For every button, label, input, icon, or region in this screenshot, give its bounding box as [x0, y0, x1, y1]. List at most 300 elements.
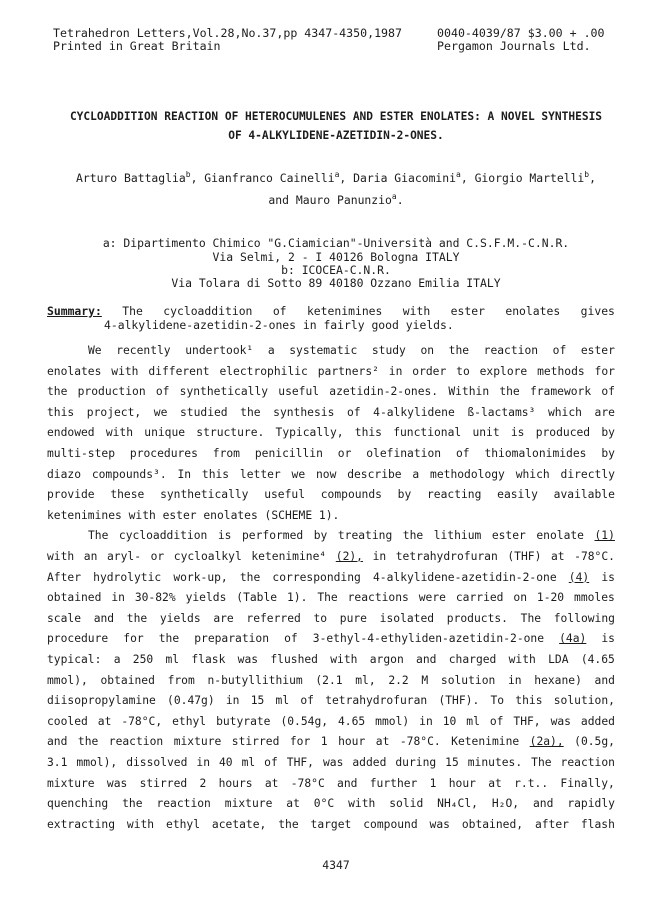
body-word: -78°C,	[121, 714, 163, 728]
body-word: stirred	[139, 776, 188, 790]
body-word: -78°C.	[399, 735, 441, 749]
body-word: scale	[47, 611, 82, 625]
body-word: 15	[250, 694, 265, 708]
body-word: in	[507, 673, 522, 687]
body-word: and	[416, 653, 437, 666]
body-word: pure	[339, 611, 367, 625]
body-word: which	[515, 467, 550, 481]
body-word: ml	[466, 714, 480, 728]
body-word: enolates	[203, 508, 258, 522]
body-line	[47, 426, 615, 439]
body-word: we	[153, 405, 168, 419]
body-word: reactions	[347, 591, 409, 605]
body-word: 0°C	[313, 797, 335, 811]
body-word: for	[123, 632, 144, 646]
body-word: the	[122, 797, 143, 811]
body-word: was	[550, 714, 571, 728]
journal-citation	[53, 27, 402, 53]
body-word: of	[552, 344, 567, 357]
body-word: NH₄Cl,	[437, 797, 478, 811]
body-word: are	[594, 405, 615, 419]
body-word: extracting	[47, 817, 116, 831]
body-word: -78°C.	[574, 550, 615, 563]
body-word: 10	[442, 714, 457, 728]
body-word: H₂O,	[491, 797, 520, 811]
body-word: is	[601, 632, 615, 646]
body-word: directly	[560, 467, 615, 481]
author-list-line-2: and Mauro Panunzio$^a$.	[268, 192, 404, 207]
body-word: (1)	[594, 529, 615, 543]
body-word: 2	[199, 776, 207, 790]
body-word: recently	[116, 344, 171, 357]
body-word: the	[499, 385, 520, 399]
body-line	[47, 797, 615, 810]
body-line	[47, 632, 615, 645]
body-line	[47, 756, 615, 769]
body-word: project,	[86, 405, 142, 419]
body-word: reaction	[483, 344, 539, 357]
body-word: lithium	[433, 529, 482, 543]
body-word: by	[601, 447, 615, 460]
body-line	[47, 365, 615, 378]
summary-label: Summary:	[47, 304, 102, 318]
body-word: multi-step	[47, 447, 116, 460]
body-word: mixture	[224, 797, 273, 811]
body-word: at	[286, 797, 300, 811]
author-name: Gianfranco Cainelli	[204, 171, 335, 185]
summary-word: The	[122, 304, 143, 318]
body-word: which	[547, 405, 582, 419]
body-word: -78°C	[290, 776, 325, 790]
summary-word: ester	[450, 304, 485, 318]
body-word: 4-alkylidene	[373, 405, 455, 419]
body-word: (THF).	[438, 694, 480, 708]
body-word: procedure	[47, 632, 109, 646]
body-word: unit	[472, 426, 500, 440]
body-word: and	[93, 611, 115, 625]
body-line	[47, 653, 615, 666]
page-number: 4347	[322, 858, 350, 872]
body-word: quenching	[47, 797, 109, 811]
summary-word: cycloaddition	[163, 304, 253, 318]
body-line	[47, 468, 615, 481]
body-word: functional	[393, 426, 462, 440]
body-word: ml	[165, 653, 180, 666]
summary-word: with	[402, 304, 431, 318]
affiliation-a-line-2: Via Selmi, 2 - I 40126 Bologna ITALY	[212, 250, 460, 264]
body-word: and	[594, 673, 615, 687]
body-word: we	[291, 467, 306, 481]
body-word: mmol),	[76, 756, 118, 769]
body-word: 250	[132, 653, 154, 666]
body-word: now	[315, 467, 337, 481]
body-word: to	[456, 364, 470, 378]
body-word: hydrolytic	[93, 570, 162, 584]
body-word: reaction	[156, 797, 211, 811]
body-line	[47, 694, 615, 707]
body-line	[47, 571, 615, 584]
body-word: with	[126, 817, 155, 831]
article-title-line-2: OF 4-ALKYLIDENE-AZETIDIN-2-ONES.	[228, 129, 444, 142]
body-line	[47, 447, 615, 460]
body-word: the	[278, 817, 299, 831]
body-word: of	[284, 632, 298, 646]
body-word: on	[513, 591, 527, 605]
body-word: ethyl	[172, 714, 207, 728]
body-word: in	[372, 550, 387, 563]
body-line	[47, 385, 615, 398]
body-word: is	[510, 426, 525, 440]
body-word: by	[313, 529, 328, 543]
body-word: of	[155, 385, 170, 399]
body-word: systematic	[289, 344, 358, 357]
body-word: compound	[363, 817, 418, 831]
body-word: further	[369, 776, 418, 790]
body-word: butyrate	[216, 714, 271, 728]
body-word: by	[601, 426, 615, 440]
body-word: THF,	[286, 756, 314, 769]
body-word: In	[177, 467, 192, 481]
body-word: (4a)	[559, 632, 587, 646]
author-name: Mauro Panunzio	[295, 193, 392, 207]
body-line	[88, 529, 615, 542]
body-word: with	[128, 508, 156, 522]
body-word: at	[264, 776, 279, 790]
body-word: structure.	[196, 426, 265, 440]
publisher-info	[437, 27, 605, 53]
body-word: 4-alkylidene-azetidin-2-one	[372, 570, 557, 584]
body-word: acetate,	[211, 817, 267, 831]
body-word: of	[489, 714, 504, 728]
body-word: 3.1	[47, 756, 68, 769]
body-word: hours	[218, 776, 253, 790]
body-word: enolates	[47, 364, 102, 378]
body-word: and	[533, 797, 554, 811]
body-word: provide	[47, 488, 95, 502]
body-word: the	[448, 344, 470, 357]
body-word: of	[264, 756, 278, 769]
body-word: (0.47g)	[167, 694, 215, 708]
affiliation-mark: b	[185, 170, 191, 179]
body-word: target	[310, 817, 352, 831]
body-word: (2.1	[315, 673, 343, 687]
body-word: penicillin	[254, 447, 323, 460]
body-word: Finally,	[560, 776, 615, 790]
body-word: describe	[347, 467, 402, 481]
body-word: easily	[497, 488, 538, 502]
body-word: 3-ethyl-4-ethyliden-azetidin-2-one	[312, 632, 545, 646]
body-word: dissolved	[126, 756, 188, 769]
body-word: synthesis	[273, 405, 335, 419]
body-word: at	[488, 776, 502, 790]
body-line	[47, 818, 615, 831]
body-word: is	[601, 570, 615, 584]
summary-word: ketenimines	[306, 304, 383, 318]
body-word: in	[225, 694, 240, 708]
body-word: a	[113, 653, 121, 666]
body-word: ketenimines	[47, 508, 122, 522]
body-word: framework	[529, 385, 592, 399]
body-word: thiomalonimides	[484, 447, 587, 460]
body-word: corresponding	[272, 570, 361, 584]
body-word: ester	[491, 529, 526, 543]
body-word: typical:	[47, 653, 102, 666]
body-word: of	[346, 405, 361, 419]
body-word: after	[534, 817, 569, 831]
body-word: an	[83, 550, 98, 563]
body-word: a	[267, 344, 275, 357]
body-word: for	[289, 735, 311, 749]
body-word: in	[196, 756, 210, 769]
body-word: electrophilic	[219, 364, 308, 378]
body-word: isolated	[379, 611, 435, 625]
body-word: (SCHEME	[264, 508, 313, 522]
body-word: the	[239, 570, 261, 584]
body-word: hexane)	[534, 673, 582, 687]
body-word: azetidin-2-ones.	[329, 385, 439, 399]
affiliation-mark: a	[391, 192, 397, 201]
body-word: stirred	[231, 735, 280, 749]
body-line	[47, 509, 615, 522]
body-word: hour	[338, 735, 366, 749]
body-word: mixture	[47, 776, 95, 790]
body-word: cooled	[47, 714, 88, 728]
body-word: minutes.	[467, 756, 523, 769]
body-word: flask	[191, 653, 226, 666]
body-word: To	[490, 694, 505, 708]
body-word: useful	[278, 385, 320, 399]
body-line	[47, 715, 615, 728]
code-line: 0040-4039/87 $3.00 + .00	[437, 26, 605, 40]
body-word: LDA	[548, 653, 569, 666]
body-word: study	[371, 344, 406, 357]
author-list: Arturo Battaglia$^b$, Gianfranco Cainelli$^a$, Daria Giacomini$^a$, Giorgio Martelli$^b$,	[76, 170, 596, 185]
journal-line: Tetrahedron Letters,Vol.28,No.37,pp 4347-4350,1987	[53, 26, 403, 40]
article-title-line-1: CYCLOADDITION REACTION OF HETEROCUMULENES AND ESTER ENOLATES: A NOVEL SYNTHESIS	[69, 110, 603, 123]
author-name: Arturo Battaglia	[76, 171, 186, 185]
body-word: was	[237, 653, 259, 666]
body-word: of	[601, 385, 615, 399]
body-word: diisopropylamine	[47, 694, 156, 708]
body-word: 1	[429, 776, 437, 790]
body-word: in	[388, 364, 403, 378]
body-word: charged	[448, 653, 497, 666]
affiliation-b-line-2: Via Tolara di Sotto 89 40180 Ozzano Emilia ITALY	[171, 276, 501, 290]
body-word: enolate	[536, 529, 584, 543]
body-word: different	[148, 364, 210, 378]
body-word: during	[395, 756, 437, 769]
affiliation-b-line-1: b: ICOCEA-C.N.R.	[281, 263, 391, 277]
body-word: obtained	[47, 591, 102, 605]
body-word: (THF)	[507, 550, 542, 563]
body-word: a	[412, 467, 420, 481]
body-word: M	[421, 673, 429, 687]
affiliation-mark: a	[334, 170, 340, 179]
body-word: this	[201, 467, 230, 481]
body-line	[47, 735, 615, 748]
body-word: yields	[159, 611, 201, 625]
body-word: 1).	[287, 591, 308, 605]
body-word: are	[213, 611, 234, 625]
summary-line-1	[47, 304, 615, 318]
body-word: to	[313, 611, 328, 625]
body-word: obtained,	[461, 817, 524, 831]
body-word: compounds	[320, 488, 382, 502]
author-name: Daria Giacomini	[353, 171, 457, 185]
body-word: flash	[580, 817, 615, 831]
body-word: ethyl	[166, 817, 201, 831]
body-word: r.t..	[514, 776, 549, 790]
body-word: following	[553, 611, 615, 625]
body-word: 1).	[318, 508, 340, 522]
body-word: and	[337, 776, 358, 790]
body-word: ml,	[355, 673, 376, 687]
body-word: partners²	[317, 364, 379, 378]
body-word: production	[77, 385, 146, 399]
body-word: 15	[445, 756, 459, 769]
publisher-line: Pergamon Journals Ltd.	[437, 39, 591, 53]
body-word: ester	[580, 344, 615, 357]
body-word: was	[322, 756, 344, 769]
summary-word: of	[272, 304, 287, 318]
body-word: with	[348, 797, 376, 811]
body-word: (0.5g,	[574, 735, 615, 749]
body-word: reaction	[108, 735, 164, 749]
body-word: with	[105, 426, 134, 440]
body-word: compounds³.	[91, 467, 167, 481]
body-line	[47, 550, 615, 563]
body-word: unique	[144, 426, 186, 440]
body-word: cycloaddition	[118, 529, 208, 543]
body-word: with	[47, 550, 75, 563]
body-word: ml	[241, 756, 256, 769]
body-word: this	[515, 694, 543, 708]
body-word: from	[167, 673, 195, 687]
body-word: mmoles	[574, 591, 615, 605]
body-word: solution	[440, 673, 496, 687]
body-word: cycloalkyl	[173, 550, 242, 563]
affiliation-a-line-1: a: Dipartimento Chimico "G.Ciamician"-Università and C.S.F.M.-C.N.R.	[102, 236, 570, 250]
body-word: reaction	[560, 756, 615, 769]
body-word: the	[126, 611, 148, 625]
body-word: 4.65	[338, 714, 366, 728]
body-word: the	[240, 405, 261, 419]
body-word: argon	[369, 653, 404, 666]
body-word: referred	[246, 611, 301, 625]
summary-word: gives	[580, 304, 615, 318]
body-word: 2.2	[388, 673, 409, 687]
body-word: olefination	[366, 447, 442, 460]
body-word: useful	[264, 488, 306, 502]
body-word: aryl-	[106, 550, 141, 563]
body-word: The	[88, 529, 109, 543]
body-word: and	[47, 735, 68, 749]
body-word: 30-82%	[134, 591, 176, 605]
body-word: from	[212, 447, 240, 460]
summary-word: enolates	[505, 304, 561, 318]
body-word: performed	[241, 529, 304, 543]
body-word: (4)	[568, 570, 590, 584]
body-word: undertook¹	[185, 344, 254, 357]
body-word: mixture	[173, 735, 222, 749]
body-line	[88, 344, 615, 357]
body-word: diazo	[47, 467, 82, 481]
body-word: on	[420, 344, 435, 357]
body-line	[47, 612, 615, 625]
summary-line-2: 4-alkylidene-azetidin-2-ones in fairly good yields.	[104, 318, 454, 332]
body-word: order	[412, 364, 447, 378]
body-word: reacting	[427, 488, 482, 502]
body-word: THF,	[513, 714, 541, 728]
body-word: 1	[320, 735, 328, 749]
body-word: available	[553, 488, 615, 502]
body-word: letter	[239, 467, 281, 481]
body-word: methodology	[430, 467, 505, 481]
body-word: in	[419, 714, 433, 728]
body-word: at	[375, 735, 390, 749]
body-word: procedures	[129, 447, 198, 460]
body-word: solid	[389, 797, 424, 811]
body-word: were	[418, 591, 446, 605]
body-word: is	[217, 529, 232, 543]
printed-line: Printed in Great Britain	[53, 39, 221, 53]
affiliation-mark: b	[584, 170, 590, 179]
body-word: ml	[275, 694, 290, 708]
body-word: the	[158, 632, 180, 646]
body-word: of	[300, 694, 314, 708]
body-word: with	[330, 653, 358, 666]
body-word: or	[337, 447, 352, 460]
body-word: by	[397, 488, 412, 502]
body-word: the	[47, 385, 68, 399]
body-word: Within	[448, 385, 490, 399]
body-word: n-butyllithium	[207, 673, 303, 687]
body-word: this	[47, 405, 75, 419]
body-word: flushed	[270, 653, 318, 666]
body-word: at	[97, 714, 112, 728]
body-word: the	[402, 529, 424, 543]
body-word: solution,	[553, 694, 615, 708]
body-word: added	[580, 714, 615, 728]
body-line	[47, 488, 615, 501]
body-word: endowed	[47, 426, 95, 440]
body-word: synthetically	[160, 488, 249, 502]
body-word: After	[47, 570, 82, 584]
body-word: these	[110, 488, 145, 502]
body-line	[47, 591, 615, 604]
body-word: (2),	[335, 550, 363, 563]
body-word: We	[88, 344, 102, 357]
body-word: (2a),	[529, 735, 564, 749]
body-word: 40	[218, 756, 233, 769]
body-word: rapidly	[567, 797, 615, 811]
body-word: methods	[537, 364, 585, 378]
body-word: (4.65	[580, 653, 615, 666]
body-word: for	[594, 364, 615, 378]
body-word: yields	[185, 591, 227, 605]
author-name: Giorgio Martelli	[474, 171, 585, 185]
body-line	[47, 406, 615, 419]
body-word: produced	[535, 426, 591, 440]
body-line	[47, 674, 615, 687]
body-word: added	[352, 756, 387, 769]
body-word: with	[111, 364, 139, 378]
body-word: was	[429, 817, 450, 831]
body-word: treating	[337, 529, 393, 543]
body-word: explore	[479, 364, 528, 378]
body-word: mmol)	[375, 714, 410, 728]
body-word: products.	[446, 611, 508, 625]
